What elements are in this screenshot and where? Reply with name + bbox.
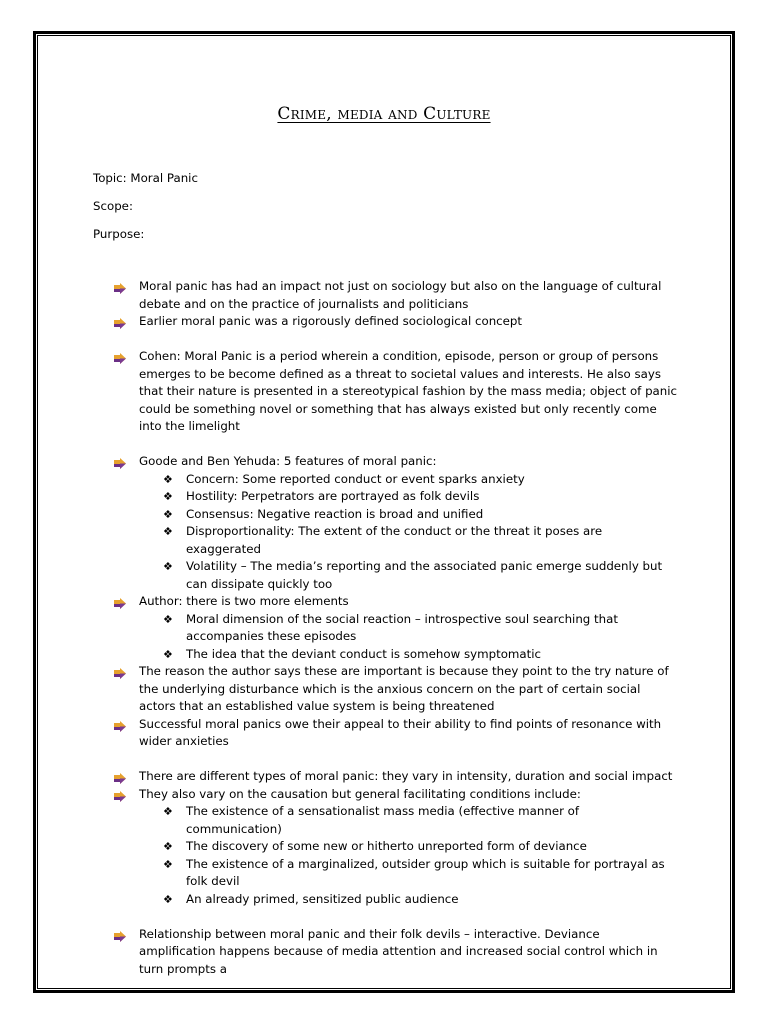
diamond-bullet-icon: ❖ bbox=[163, 647, 173, 661]
paragraph-gap bbox=[0, 908, 768, 926]
arrow-bullet-icon bbox=[114, 597, 126, 608]
arrow-bullet-icon bbox=[114, 720, 126, 731]
bullet-text: Successful moral panics owe their appeal to their ability to find points of resonance with wider anxieties bbox=[139, 716, 662, 748]
bullet-text: Moral panic has had an impact not just on sociology but also on the language of cultural debate and on the practice of journalists and politicians bbox=[139, 279, 662, 311]
bullet-text: Concern: Some reported conduct or event sparks anxiety bbox=[186, 471, 525, 486]
arrow-bullet-icon bbox=[114, 790, 126, 801]
arrow-bullet-item bbox=[0, 348, 768, 436]
diamond-bullet-item bbox=[0, 803, 768, 838]
document-title bbox=[0, 104, 768, 124]
arrow-bullet-item bbox=[0, 716, 768, 751]
bullet-text: An already primed, sensitized public audience bbox=[186, 891, 459, 906]
arrow-bullet-item bbox=[0, 663, 768, 716]
bullet-text: Volatility – The media’s reporting and the associated panic emerge suddenly but can dissipate quickly too bbox=[186, 559, 663, 591]
arrow-bullet-icon bbox=[114, 772, 126, 783]
bullet-text: Cohen: Moral Panic is a period wherein a condition, episode, person or group of persons emerges to be become defined as a threat to societal values and interests. He also says that their nature is presented in a stereotypical fashion by the mass media; object of panic could be something novel or something that has always existed but only recently come into the limelight bbox=[139, 349, 678, 433]
purpose-line: Purpose: bbox=[93, 227, 145, 241]
paragraph-gap bbox=[0, 331, 768, 349]
diamond-bullet-item bbox=[0, 523, 768, 558]
bullet-text: Hostility: Perpetrators are portrayed as folk devils bbox=[186, 489, 480, 503]
bullet-text: Earlier moral panic was a rigorously defined sociological concept bbox=[139, 314, 523, 328]
bullet-text: The existence of a marginalized, outsider group which is suitable for portrayal as folk devil bbox=[186, 856, 665, 888]
diamond-bullet-icon: ❖ bbox=[163, 525, 173, 538]
bullet-text: Moral dimension of the social reaction – introspective soul searching that accompanies these episodes bbox=[186, 611, 618, 643]
bullet-text: The idea that the deviant conduct is somehow symptomatic bbox=[186, 646, 542, 661]
bullet-text: Disproportionality: The extent of the conduct or the threat it poses are exaggerated bbox=[186, 524, 603, 556]
scope-line: Scope: bbox=[93, 199, 133, 213]
diamond-bullet-item bbox=[0, 611, 768, 646]
document-title-text: Crime, media and Culture bbox=[277, 104, 491, 124]
arrow-bullet-item bbox=[0, 278, 768, 313]
arrow-bullet-item bbox=[0, 786, 768, 804]
arrow-bullet-item bbox=[0, 313, 768, 331]
arrow-bullet-icon bbox=[114, 282, 126, 293]
diamond-bullet-item bbox=[0, 856, 768, 891]
paragraph-gap bbox=[0, 751, 768, 769]
bullet-text: The reason the author says these are important is because they point to the try nature of the underlying disturbance which is the anxious concern on the part of certain social actors that an established value system is being threatened bbox=[139, 664, 669, 713]
arrow-bullet-item bbox=[0, 453, 768, 471]
diamond-bullet-icon: ❖ bbox=[163, 892, 173, 906]
arrow-bullet-icon bbox=[114, 930, 126, 941]
diamond-bullet-item bbox=[0, 471, 768, 489]
diamond-bullet-icon: ❖ bbox=[163, 507, 173, 521]
arrow-bullet-item bbox=[0, 768, 768, 786]
diamond-bullet-icon: ❖ bbox=[163, 805, 173, 818]
diamond-bullet-item bbox=[0, 891, 768, 909]
bullet-text: Consensus: Negative reaction is broad and unified bbox=[186, 506, 484, 521]
diamond-bullet-item bbox=[0, 506, 768, 524]
arrow-bullet-icon bbox=[114, 667, 126, 678]
paragraph-gap bbox=[0, 436, 768, 454]
arrow-bullet-icon bbox=[114, 352, 126, 363]
bullet-text: There are different types of moral panic: they vary in intensity, duration and social impact bbox=[139, 769, 673, 783]
diamond-bullet-item bbox=[0, 558, 768, 593]
diamond-bullet-item bbox=[0, 838, 768, 856]
arrow-bullet-icon bbox=[114, 457, 126, 468]
bullet-text: The existence of a sensationalist mass media (effective manner of communication) bbox=[186, 804, 580, 836]
diamond-bullet-item bbox=[0, 646, 768, 664]
arrow-bullet-icon bbox=[114, 317, 126, 328]
diamond-bullet-icon: ❖ bbox=[163, 857, 173, 871]
bullet-text: They also vary on the causation but general facilitating conditions include: bbox=[139, 786, 581, 801]
diamond-bullet-icon: ❖ bbox=[163, 490, 173, 503]
diamond-bullet-icon: ❖ bbox=[163, 840, 173, 853]
bullet-text: Author: there is two more elements bbox=[139, 594, 349, 608]
bullet-content bbox=[0, 278, 768, 978]
arrow-bullet-item bbox=[0, 926, 768, 979]
bullet-text: The discovery of some new or hitherto unreported form of deviance bbox=[186, 839, 587, 853]
arrow-bullet-item bbox=[0, 593, 768, 611]
bullet-text: Goode and Ben Yehuda: 5 features of moral panic: bbox=[139, 454, 437, 468]
bullet-text: Relationship between moral panic and their folk devils – interactive. Deviance amplification happens because of media attention and increased social control which in turn prompts a bbox=[139, 926, 658, 976]
diamond-bullet-icon: ❖ bbox=[163, 560, 173, 573]
diamond-bullet-icon: ❖ bbox=[163, 472, 173, 486]
diamond-bullet-icon: ❖ bbox=[163, 612, 173, 626]
diamond-bullet-item bbox=[0, 488, 768, 506]
topic-line: Topic: Moral Panic bbox=[93, 171, 198, 185]
